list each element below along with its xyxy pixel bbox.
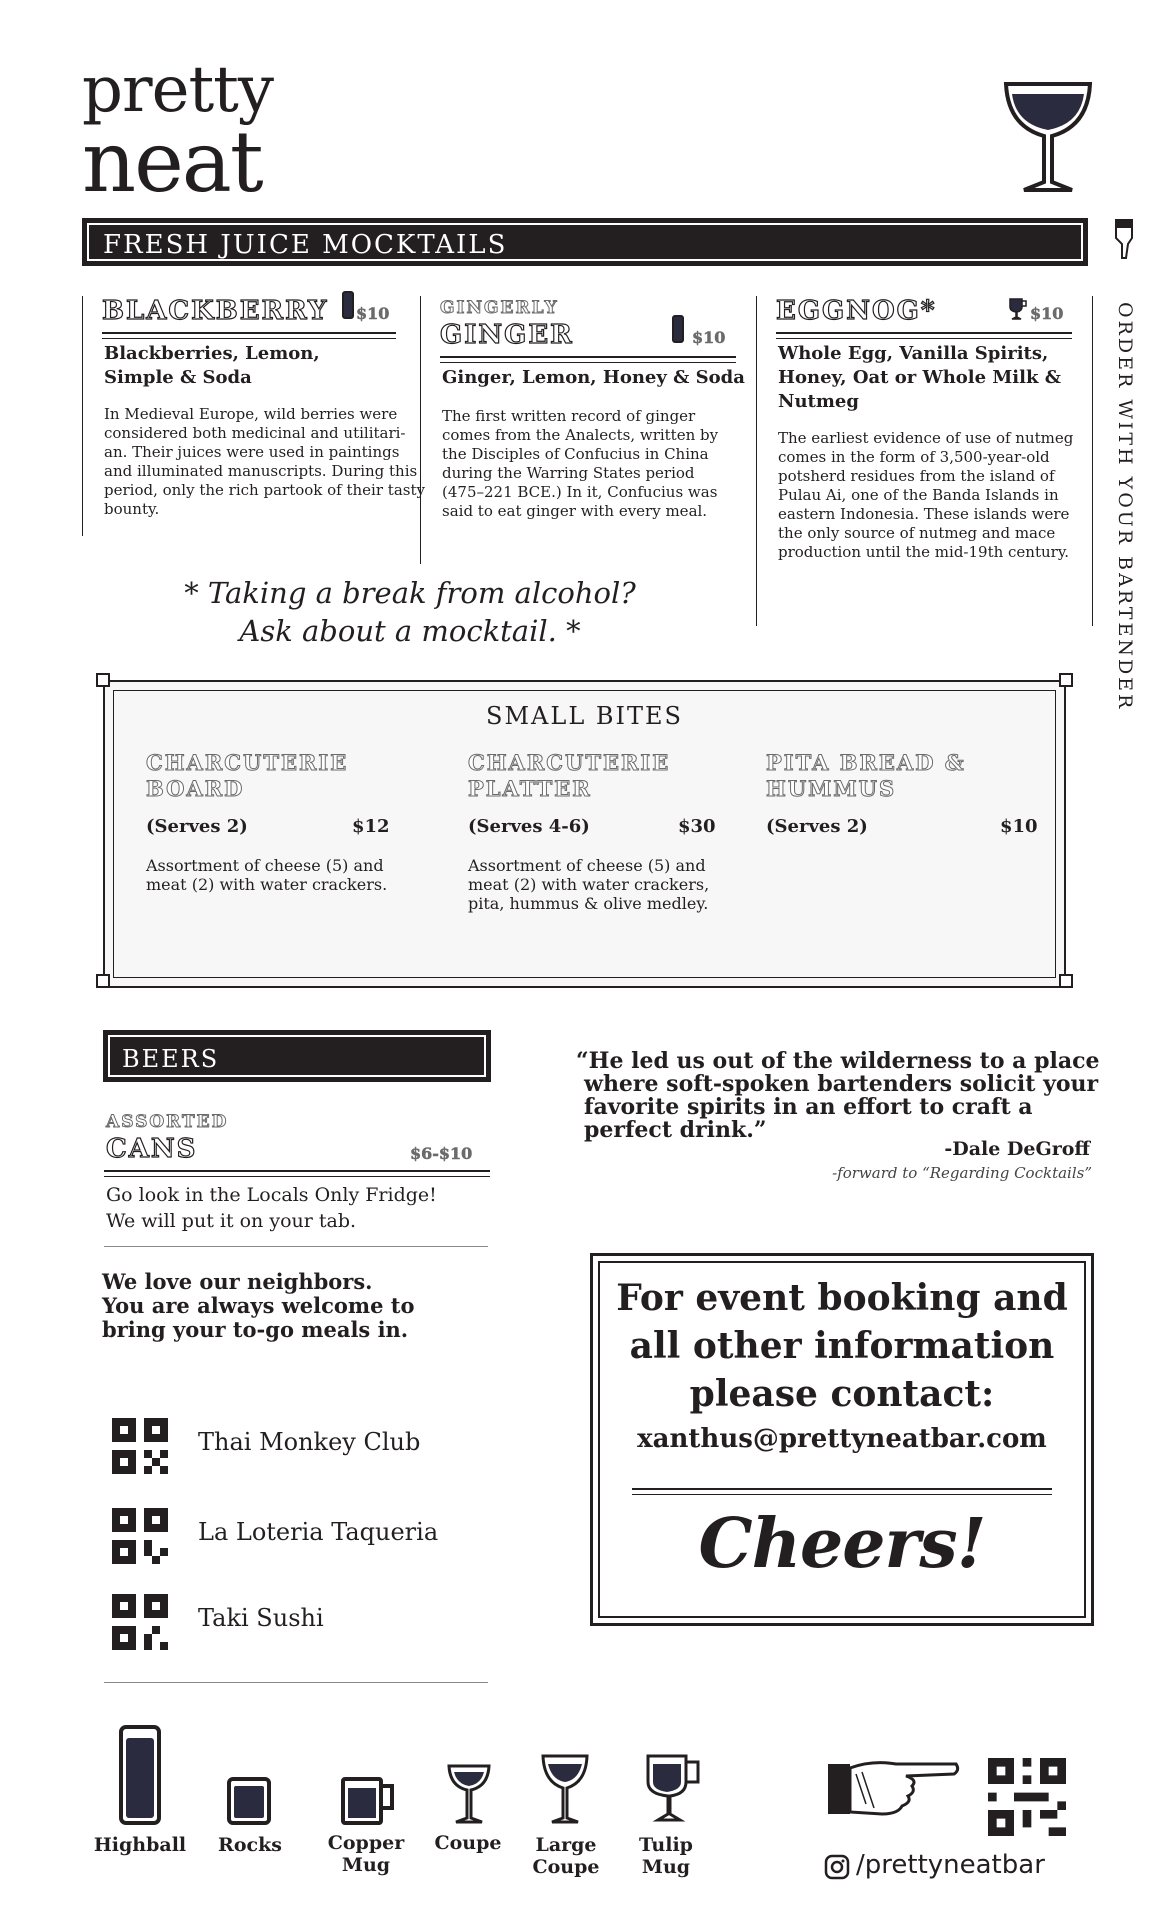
restaurant-name: Thai Monkey Club bbox=[198, 1428, 421, 1456]
divider bbox=[776, 332, 1072, 339]
glass-label: Copper Mug bbox=[327, 1832, 405, 1876]
glass-label: Tulip Mug bbox=[639, 1834, 693, 1878]
bite-name: PITA BREAD & HUMMUS bbox=[766, 750, 966, 801]
instagram-icon[interactable] bbox=[824, 1854, 850, 1880]
price: $10 bbox=[356, 304, 390, 323]
quote-text: “He led us out of the wilderness to a place where soft-spoken bartenders solicit your favorite spirits in an effort to craft a perfect drink.” bbox=[576, 1048, 1100, 1143]
beer-price: $6-$10 bbox=[410, 1144, 473, 1163]
drink-description: In Medieval Europe, wild berries were considered both medicinal and utilitari- an. Their juices were used in paintings and illuminated manuscripts. During this period, only the rich partook of their tasty bounty. bbox=[104, 405, 425, 518]
pointing-hand-down-icon bbox=[1110, 218, 1138, 262]
highball-icon bbox=[342, 291, 354, 319]
drink-name-eggnog: EGGNOG* bbox=[776, 296, 937, 326]
qr-code-icon[interactable] bbox=[112, 1594, 168, 1650]
contact-email[interactable]: xanthus@prettyneatbar.com bbox=[637, 1424, 1047, 1454]
drink-description: The first written record of ginger comes from the Analects, written by the Disciples of Confucius in China during the Warring States period (475–221 BCE.) In it, Confucius was said to eat ginger with every meal. bbox=[442, 407, 719, 520]
highball-icon bbox=[672, 315, 684, 343]
mocktails-banner: FRESH JUICE MOCKTAILS bbox=[82, 218, 1088, 266]
corner-ornament bbox=[1059, 673, 1073, 687]
glass-label: Large Coupe bbox=[532, 1834, 600, 1878]
corner-ornament bbox=[96, 974, 110, 988]
bite-description: Assortment of cheese (5) and meat (2) with water crackers. bbox=[146, 856, 388, 894]
instagram-qr-code-icon[interactable] bbox=[988, 1758, 1066, 1836]
glass-label: Coupe bbox=[434, 1832, 502, 1854]
bite-serves: (Serves 2) bbox=[146, 816, 248, 837]
bite-name: CHARCUTERIE BOARD bbox=[146, 750, 349, 801]
rocks-glass-icon bbox=[226, 1776, 272, 1826]
mocktail-note: * Taking a break from alcohol? Ask about a mocktail. * bbox=[184, 576, 636, 648]
bite-serves: (Serves 2) bbox=[766, 816, 868, 837]
column-divider bbox=[1092, 296, 1093, 626]
drink-prefix: GINGERLY bbox=[440, 298, 559, 318]
bite-name: CHARCUTERIE PLATTER bbox=[468, 750, 671, 801]
bite-price: $10 bbox=[1000, 816, 1038, 837]
qr-code-icon[interactable] bbox=[112, 1418, 168, 1474]
price: $10 bbox=[692, 328, 726, 347]
corner-ornament bbox=[96, 673, 110, 687]
beer-description: Go look in the Locals Only Fridge! We will put it on your tab. bbox=[106, 1184, 437, 1232]
restaurant-name: La Loteria Taqueria bbox=[198, 1518, 439, 1546]
drink-name-blackberry: BLACKBERRY bbox=[102, 296, 329, 326]
restaurant-name: Taki Sushi bbox=[198, 1604, 324, 1632]
divider bbox=[104, 1682, 488, 1683]
divider bbox=[632, 1488, 1052, 1495]
ingredients: Nutmeg bbox=[778, 391, 859, 412]
ingredients: Simple & Soda bbox=[104, 367, 252, 388]
qr-code-icon[interactable] bbox=[112, 1508, 168, 1564]
logo-neat: neat bbox=[82, 113, 262, 211]
column-divider bbox=[82, 296, 83, 536]
glass-label: Rocks bbox=[218, 1834, 282, 1856]
price: $10 bbox=[1030, 304, 1064, 323]
divider bbox=[440, 356, 736, 363]
highball-glass-icon bbox=[118, 1724, 162, 1826]
ingredients: Ginger, Lemon, Honey & Soda bbox=[442, 367, 745, 388]
neighbors-note: We love our neighbors. You are always welcome to bring your to-go meals in. bbox=[102, 1269, 415, 1342]
column-divider bbox=[756, 296, 757, 626]
beers-banner: BEERS bbox=[103, 1030, 491, 1082]
large-coupe-glass-icon bbox=[540, 1752, 590, 1826]
ingredients: Whole Egg, Vanilla Spirits, bbox=[778, 343, 1049, 364]
bite-description: Assortment of cheese (5) and meat (2) with water crackers, pita, hummus & olive medley. bbox=[468, 856, 710, 913]
bite-serves: (Serves 4-6) bbox=[468, 816, 590, 837]
beer-name: CANS bbox=[106, 1134, 198, 1164]
divider bbox=[104, 1246, 488, 1247]
cheers-text: Cheers! bbox=[698, 1504, 986, 1584]
ingredients: Blackberries, Lemon, bbox=[104, 343, 320, 364]
drink-description: The earliest evidence of use of nutmeg comes in the form of 3,500-year-old potsherd residues from the island of Pulau Ai, one of the Banda Islands in eastern Indonesia. These islands were the only source of nutmeg and mace production until the mid-19th century. bbox=[778, 429, 1074, 561]
corner-ornament bbox=[1059, 974, 1073, 988]
glass-label: Highball bbox=[93, 1834, 187, 1856]
contact-message: For event booking and all other information please contact: bbox=[616, 1277, 1068, 1415]
pointing-hand-icon bbox=[826, 1754, 962, 1824]
bite-price: $12 bbox=[352, 816, 390, 837]
divider bbox=[102, 332, 396, 339]
divider bbox=[104, 1170, 490, 1177]
quote-source: -forward to “Regarding Cocktails” bbox=[832, 1164, 1092, 1182]
small-bites-title: SMALL BITES bbox=[486, 702, 683, 730]
quote-author: -Dale DeGroff bbox=[944, 1138, 1090, 1160]
coupe-logo-icon bbox=[1002, 78, 1094, 198]
tulip-mug-icon bbox=[1008, 297, 1028, 321]
tulip-mug-glass-icon bbox=[644, 1752, 704, 1826]
copper-mug-icon bbox=[340, 1776, 398, 1826]
instagram-handle[interactable]: /prettyneatbar bbox=[856, 1850, 1045, 1880]
order-with-bartender-text: ORDER WITH YOUR BARTENDER bbox=[1114, 302, 1136, 712]
coupe-glass-icon bbox=[446, 1762, 492, 1826]
drink-name-ginger: GINGER bbox=[440, 320, 574, 350]
bite-price: $30 bbox=[678, 816, 716, 837]
beer-prefix: ASSORTED bbox=[106, 1112, 229, 1132]
ingredients: Honey, Oat or Whole Milk & bbox=[778, 367, 1061, 388]
logo-pretty: pretty bbox=[82, 53, 274, 127]
